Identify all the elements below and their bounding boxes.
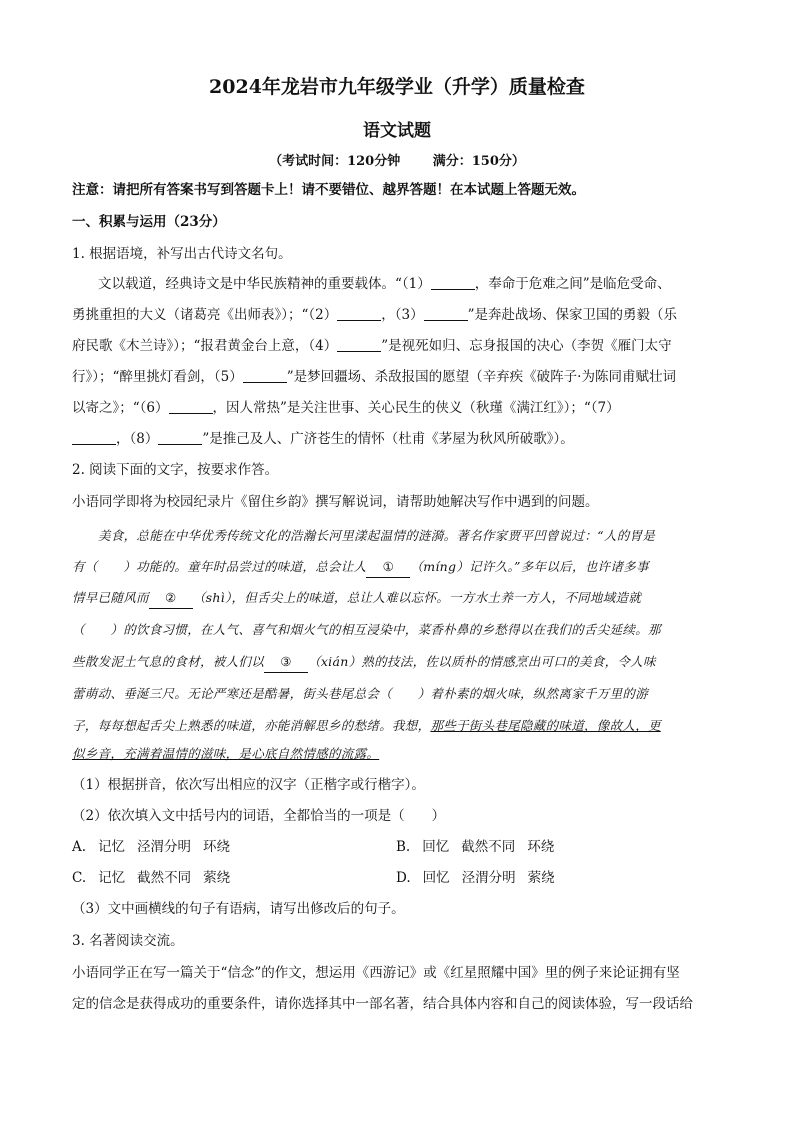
q1-text: 行》）；“醉里挑灯看剑，（5）	[72, 369, 243, 385]
option-word: 记忆	[98, 839, 126, 855]
passage-text: 些散发泥土气息的食材，被人们以	[72, 654, 265, 669]
q2-sub2: （2）依次填入文中括号内的词语，全都恰当的一项是（ ）	[72, 808, 446, 824]
q1-text: ”是梦回疆场、杀敌报国的愿望（辛弃疾《破阵子·为陈同甫赋壮词	[286, 369, 676, 385]
option-c	[72, 868, 242, 888]
answer-blank	[169, 399, 213, 414]
q1-prompt: 1. 根据语境，补写出古代诗文名句。	[72, 246, 292, 262]
q3-line-2: 定的信念是获得成功的重要条件，请你选择其中一部名著，结合具体内容和自己的阅读体验，写一段话给	[72, 996, 693, 1012]
passage-text: （shì），但舌尖上的味道，总让人难以忘怀。一方水土养一方人，不同地域造就	[192, 590, 642, 605]
q2-intro: 小语同学即将为校园纪录片《留住乡韵》撰写解说词，请帮助她解决写作中遇到的问题。	[72, 494, 599, 510]
passage-text: （míng）记许久。”多年以后，也许诸多事	[410, 559, 649, 574]
q1-line-6	[72, 429, 722, 449]
q1-text: 府民歌《木兰诗》）；“报君黄金台上意，（4）	[72, 338, 338, 354]
passage-text: 情早已随风而	[72, 590, 149, 605]
exam-subtitle: 语文试题	[363, 121, 431, 141]
q1-text: ，奉命于危难之间”是临危受命、	[474, 276, 671, 292]
option-word: 泾渭分明	[461, 870, 516, 886]
option-word: 环绕	[527, 839, 555, 855]
option-word: 泾渭分明	[137, 839, 192, 855]
option-a	[72, 837, 242, 857]
option-key: A.	[72, 839, 87, 855]
q1-text: 文以载道，经典诗文是中华民族精神的重要载体。“（1）	[98, 276, 431, 292]
option-word: 萦绕	[203, 870, 231, 886]
pinyin-blank-2: ②	[149, 588, 193, 609]
answer-blank	[158, 430, 202, 445]
q1-line-1	[98, 274, 722, 294]
answer-blank	[337, 306, 381, 321]
q2-passage-5	[72, 652, 722, 673]
q1-text: ”是推己及人、广济苍生的情怀（杜甫《茅屋为秋风所破歌》）。	[202, 431, 574, 447]
q2-sub1: （1）根据拼音，依次写出相应的汉字（正楷字或行楷字）。	[72, 777, 425, 793]
answer-blank	[72, 430, 116, 445]
q1-line-5	[72, 398, 722, 418]
q1-text: 以寄之》；“（6）	[72, 400, 169, 416]
option-word: 环绕	[203, 839, 231, 855]
notice: 注意：请把所有答案书写到答题卡上！请不要错位、越界答题！在本试题上答题无效。	[72, 182, 585, 198]
q2-passage-8	[72, 744, 722, 764]
option-word: 记忆	[98, 870, 126, 886]
answer-blank	[424, 306, 468, 321]
q1-text: 勇挑重担的大义（诸葛亮《出师表》）；“（2）	[72, 307, 338, 323]
q1-text: ”是视死如归、忘身报国的决心（李贺《雁门太守	[381, 338, 672, 354]
q1-text: ，因人常热”是关注世事、关心民生的侠义（秋瑾《满江红》）；“（7）	[212, 400, 620, 416]
answer-blank	[337, 337, 381, 352]
option-word: 回忆	[422, 839, 450, 855]
q2-passage-7	[72, 716, 722, 736]
exam-info	[0, 150, 794, 169]
pinyin-blank-1: ①	[366, 557, 410, 578]
q2-passage-4: （ ）的饮食习惯，在人气、喜气和烟火气的相互浸染中，菜香朴鼻的乡愁得以在我们的舌尖延续。那	[72, 622, 661, 637]
q2-passage-6: 蕾萌动、垂涎三尺。无论严寒还是酷暑，街头巷尾总会（ ）着朴素的烟火味，纵然离家千万里的游	[72, 686, 649, 701]
q1-line-3	[72, 336, 722, 356]
q2-sub3: （3）文中画横线的句子有语病，请写出修改后的句子。	[72, 901, 405, 917]
q3-line-1: 小语同学正在写一篇关于“信念”的作文，想运用《西游记》或《红星照耀中国》里的例子来论证拥有坚	[72, 965, 680, 981]
answer-blank	[243, 368, 287, 383]
q1-line-2	[72, 305, 722, 325]
passage-text: （xián）熟的技法，佐以质朴的情感烹出可口的美食，令人味	[308, 654, 656, 669]
passage-text: 有（ ）功能的。童年时品尝过的味道，总会让人	[72, 559, 367, 574]
option-word: 截然不同	[461, 839, 516, 855]
q2-passage-2	[72, 557, 722, 578]
exam-title: 2024年龙岩市九年级学业（升学）质量检查	[209, 76, 585, 98]
underlined-sentence: 那些于街头巷尾隐藏的味道，像故人，更	[430, 718, 661, 733]
q1-text: ，（3）	[381, 307, 424, 323]
q2-passage-1: 美食，总能在中华优秀传统文化的浩瀚长河里漾起温情的涟漪。著名作家贾平凹曾说过：“人的胃是	[98, 528, 656, 543]
option-word: 截然不同	[137, 870, 192, 886]
underlined-sentence: 似乡音，充满着温情的滋味，是心底自然情感的流露。	[72, 746, 380, 761]
option-word: 萦绕	[527, 870, 555, 886]
q1-line-4	[72, 367, 722, 387]
option-key: C.	[72, 870, 87, 886]
answer-blank	[431, 275, 475, 290]
q2-passage-3	[72, 588, 722, 609]
option-b	[396, 837, 566, 857]
exam-score: 满分：150分）	[432, 154, 525, 169]
exam-time: （考试时间：120分钟	[269, 154, 401, 169]
q1-text: ，（8）	[116, 431, 159, 447]
q3-prompt: 3. 名著阅读交流。	[72, 933, 184, 949]
passage-text: 子，每每想起舌尖上熟悉的味道，亦能消解思乡的愁绪。我想，	[72, 718, 431, 733]
section1-heading: 一、积累与运用（23分）	[72, 214, 226, 230]
option-key: D.	[396, 870, 411, 886]
q1-text: ”是奔赴战场、保家卫国的勇毅（乐	[467, 307, 677, 323]
q2-prompt: 2. 阅读下面的文字，按要求作答。	[72, 462, 279, 478]
option-d	[396, 868, 567, 888]
pinyin-blank-3: ③	[264, 652, 308, 673]
option-word: 回忆	[422, 870, 450, 886]
option-key: B.	[396, 839, 411, 855]
